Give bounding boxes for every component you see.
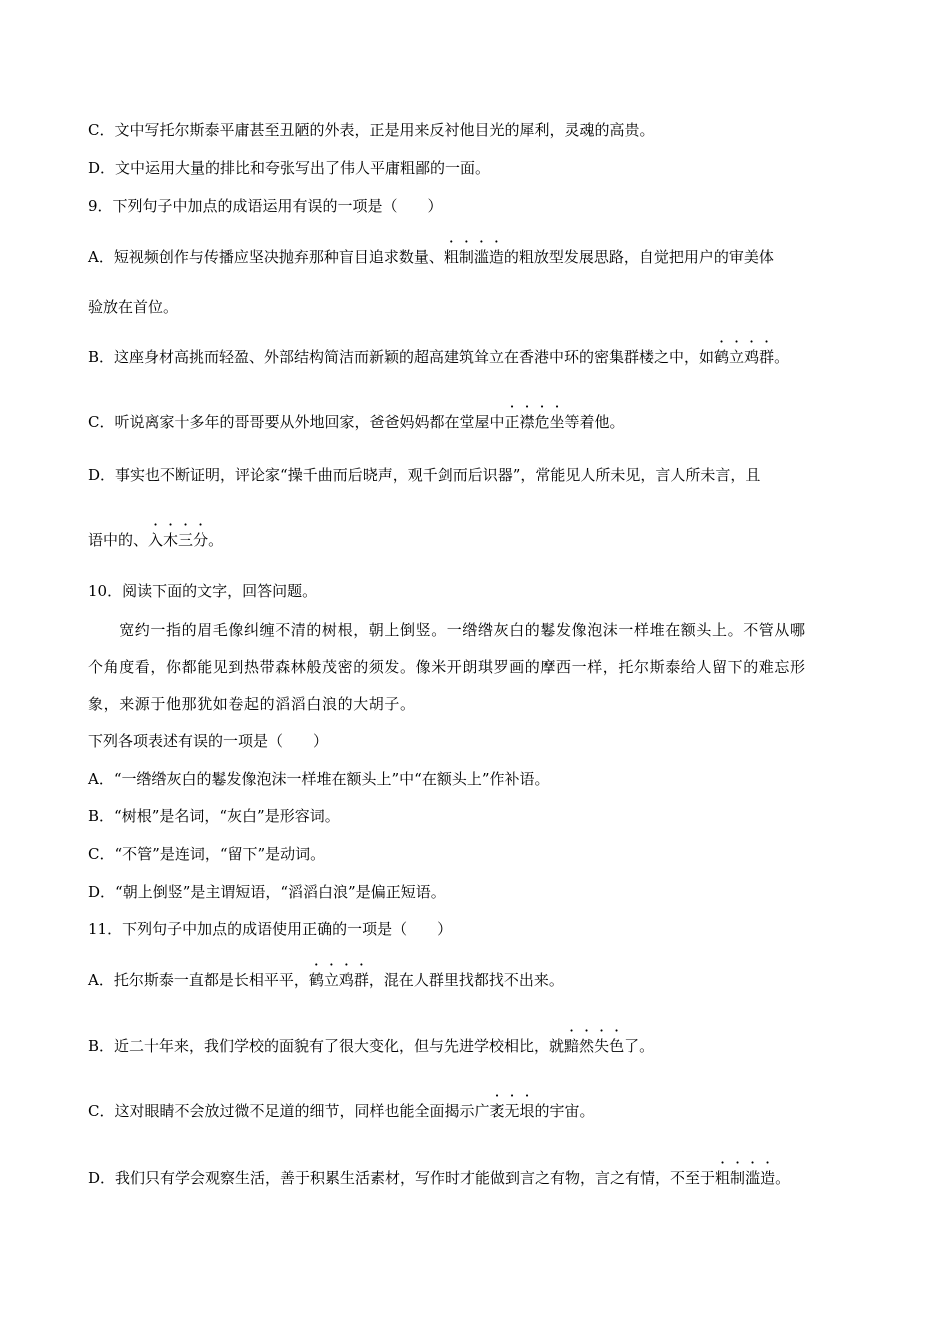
q10-option-c: C．“不管”是连词，“留下”是动词。 [88,845,326,863]
dotted-char: 粗 [443,248,459,266]
dotted-char: 立 [323,971,339,989]
q9-a-pre: A．短视频创作与传播应坚决抛弃那种盲目追求数量、 [88,248,444,266]
q10-passage-line: 象，来源于他那犹如卷起的滔滔白浪的大胡子。 [88,695,416,713]
q11-option-a [88,970,564,990]
q11-b-pre: B．近二十年来，我们学校的面貌有了很大变化，但与先进学校相比，就 [88,1037,565,1055]
dotted-char: 木 [163,531,179,549]
q9-c-pre: C．听说离家十多年的哥哥要从外地回家，爸爸妈妈都在堂屋中 [88,413,505,431]
dotted-char: 鸡 [744,348,760,366]
q11-d-pre: D．我们只有学会观察生活，善于积累生活素材，写作时才能做到言之有物，言之有情，不至于 [88,1169,716,1187]
q11-stem: 11．下列句子中加点的成语使用正确的一项是（ ） [88,920,453,938]
q9-stem: 9．下列句子中加点的成语运用有误的一项是（ ） [88,197,443,215]
dotted-char: 分 [193,531,209,549]
q11-d-post: 。 [775,1169,791,1187]
q10-passage-line: 个角度看，你都能见到热带森林般茂密的须发。像米开朗琪罗画的摩西一样，托尔斯泰给人留下的难忘形 [88,658,806,676]
q11-c-pre: C．这对眼睛不会放过微不足道的细节，同样也能全面揭示广 [88,1102,490,1120]
q9-c-post: 等着他。 [564,413,625,431]
dotted-char: 群 [759,348,775,366]
q11-b-post: 了。 [624,1037,655,1055]
q9-b-pre: B．这座身材高挑而轻盈、外部结构简洁而新颖的超高建筑耸立在香港中环的密集群楼之中，如 [88,348,715,366]
dotted-char: 滥 [473,248,489,266]
q9-option-d: D．事实也不断证明，评论家“操千曲而后晓声，观千剑而后识器”，常能见人所未见，言人所未言，且 [88,466,761,484]
dotted-char: 鸡 [338,971,354,989]
q9-option-c [88,412,625,432]
dotted-char: 失 [594,1037,610,1055]
dotted-char: 危 [534,413,550,431]
q10-option-d: D．“朝上倒竖”是主谓短语，“滔滔白浪”是偏正短语。 [88,883,446,901]
q11-option-d [88,1168,790,1188]
dotted-char: 制 [458,248,474,266]
q9-option-a-cont: 验放在首位。 [88,298,179,316]
dotted-char: 鹤 [308,971,324,989]
dotted-char: 群 [353,971,369,989]
dotted-char: 黯 [564,1037,580,1055]
dotted-char: 襟 [519,413,535,431]
dotted-char: 三 [178,531,194,549]
q11-a-post: ，混在人群里找都找不出来。 [368,971,564,989]
dotted-char: 正 [504,413,520,431]
dotted-char: 垠 [519,1102,535,1120]
dotted-char: 色 [609,1037,625,1055]
dotted-char: 无 [504,1102,520,1120]
q9-option-b [88,347,789,367]
q9-b-post: 。 [774,348,790,366]
q9-option-a [88,247,774,267]
q10-passage-line: 宽约一指的眉毛像纠缠不清的树根，朝上倒竖。一绺绺灰白的鬈发像泡沫一样堆在额头上。不管从哪 [88,621,806,639]
q9-option-d-cont [88,530,223,550]
q9-d-pre: 语中的、 [88,531,149,549]
q10-stem: 10．阅读下面的文字，回答问题。 [88,582,318,600]
dotted-char: 造 [488,248,504,266]
dotted-char: 然 [579,1037,595,1055]
q11-option-c [88,1101,595,1121]
q10-option-b: B．“树根”是名词，“灰白”是形容词。 [88,807,340,825]
dotted-char: 立 [729,348,745,366]
dotted-char: 鹤 [714,348,730,366]
q10-sub-stem: 下列各项表述有误的一项是（ ） [88,732,329,750]
dotted-char: 制 [730,1169,746,1187]
dotted-char: 入 [148,531,164,549]
q11-a-pre: A．托尔斯泰一直都是长相平平， [88,971,309,989]
dotted-char: 袤 [489,1102,505,1120]
q11-c-post: 的宇宙。 [534,1102,595,1120]
q11-option-b [88,1036,654,1056]
q9-d-post: 。 [208,531,224,549]
q8-option-c: C．文中写托尔斯泰平庸甚至丑陋的外表，正是用来反衬他目光的犀利，灵魂的高贵。 [88,121,655,139]
dotted-char: 滥 [745,1169,761,1187]
dotted-char: 造 [760,1169,776,1187]
q9-a-post: 的粗放型发展思路，自觉把用户的审美体 [503,248,774,266]
dotted-char: 粗 [715,1169,731,1187]
q10-option-a: A．“一绺绺灰白的鬈发像泡沫一样堆在额头上”中“在额头上”作补语。 [88,770,550,788]
q8-option-d: D．文中运用大量的排比和夸张写出了伟人平庸粗鄙的一面。 [88,159,491,177]
dotted-char: 坐 [549,413,565,431]
